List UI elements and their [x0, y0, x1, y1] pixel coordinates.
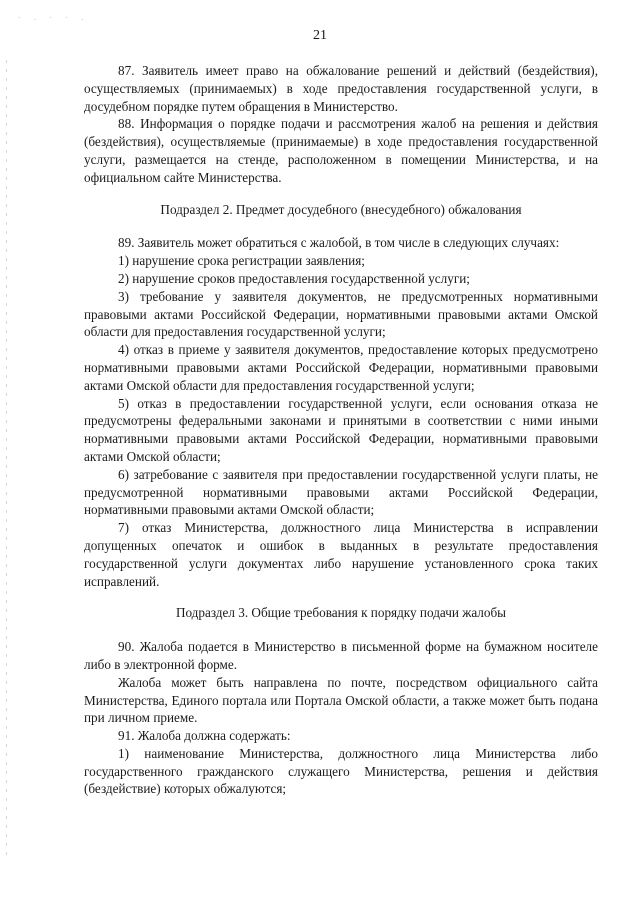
list-item: 2) нарушение сроков предоставления государственной услуги; [118, 270, 470, 286]
list-item: 7) отказ Министерства, должностного лица Министерства в исправлении допущенных опечаток и ошибок в выданных в результате предоставления государственной услуги документах либо нарушение установленного срока таких исправлений. [84, 520, 598, 589]
document-body [84, 62, 598, 798]
paragraph-88: 88. Информация о порядке подачи и рассмотрения жалоб на решения и действия (бездействия), осуществляемые (принимаемые) в ходе предоставления государственной услуги, размещается на стенде, расположенном в помещении Министерства, и на официальном сайте Министерства. [84, 116, 598, 185]
paragraph-90-continued: Жалоба может быть направлена по почте, посредством официального сайта Министерства, Единого портала или Портала Омской области, а также может быть подана при личном приеме. [84, 674, 598, 726]
scan-marks: · . · · . [18, 14, 90, 22]
paragraph-87: 87. Заявитель имеет право на обжалование решений и действий (бездействия), осуществляемых (принимаемых) в ходе предоставления государственной услуги, в досудебном порядке путем обращения в Министерство. [84, 63, 598, 114]
subsection-2-heading: Подраздел 2. Предмет досудебного (внесудебного) обжалования [160, 201, 522, 217]
margin-scan-line [6, 60, 7, 860]
list-item: 4) отказ в приеме у заявителя документов, предоставление которых предусмотрено нормативными правовыми актами Российской Федерации, нормативными правовыми актами Омской области для предоставления государственной услуги; [84, 342, 598, 393]
list-item: 3) требование у заявителя документов, не предусмотренных нормативными правовыми актами Российской Федерации, нормативными правовыми актами Омской области для предоставления государственной услуги; [84, 288, 598, 340]
paragraph-90: 90. Жалоба подается в Министерство в письменной форме на бумажном носителе либо в электронной форме. [84, 639, 598, 672]
list-item: 6) затребование с заявителя при предоставлении государственной услуги платы, не предусмотренной нормативными правовыми актами Российской Федерации, нормативными правовыми актами Омской области; [84, 466, 598, 518]
list-item: 5) отказ в предоставлении государственной услуги, если основания отказа не предусмотрены федеральными законами и принятыми в соответствии с ними иными нормативными правовыми актами Российской Федерации, нормативными правовыми актами Омской области; [84, 395, 598, 464]
list-item: 1) наименование Министерства, должностного лица Министерства либо государственного гражданского служащего Министерства, решения и действия (бездействие) которых обжалуются; [84, 745, 598, 797]
paragraph-91: 91. Жалоба должна содержать: [118, 728, 291, 744]
page-number: 21 [313, 28, 327, 43]
list-item: 1) нарушение срока регистрации заявления; [118, 253, 365, 269]
paragraph-89: 89. Заявитель может обратиться с жалобой, в том числе в следующих случаях: [118, 235, 560, 251]
subsection-3-heading: Подраздел 3. Общие требования к порядку подачи жалобы [175, 605, 507, 621]
